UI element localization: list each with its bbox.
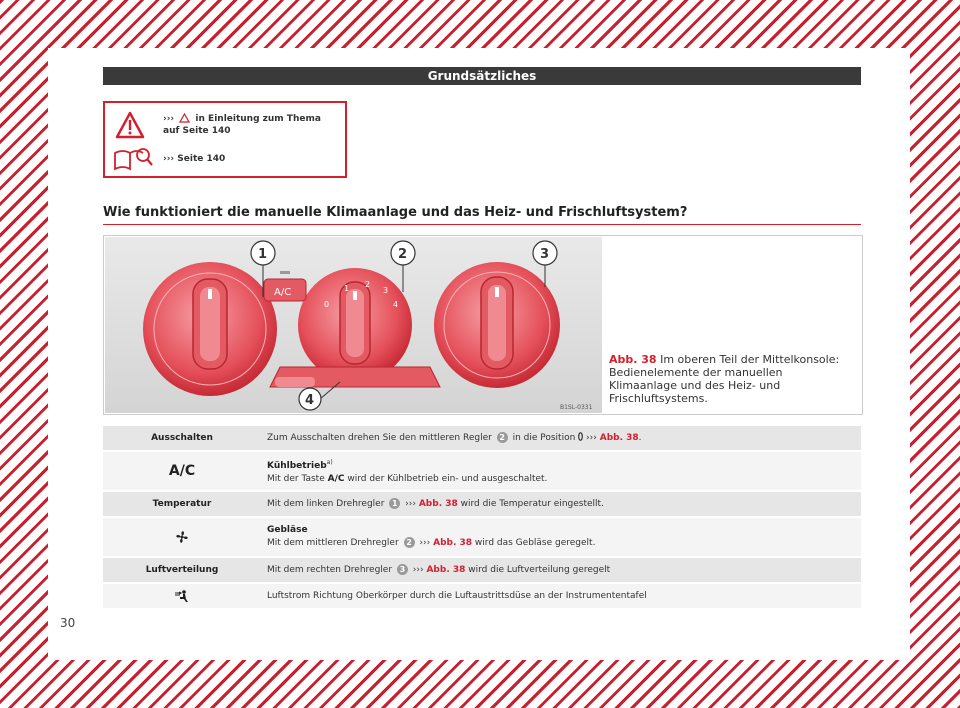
air-distribution-knob [434, 262, 560, 388]
climate-control-figure [105, 237, 602, 413]
callout-ref-badge: 3 [397, 564, 408, 575]
row-text-part: Mit der Taste [267, 474, 325, 484]
position-zero-icon [578, 432, 583, 441]
warning-reference-1 [163, 113, 339, 137]
row-label-icon [103, 518, 261, 556]
fan-knob [298, 268, 412, 382]
title-divider [103, 224, 861, 225]
row-text-part: Mit dem rechten Drehregler [267, 564, 393, 575]
figure-link[interactable]: Abb. 38 [599, 432, 639, 443]
row-title: Gebläse [267, 525, 308, 535]
callout-4-label: 4 [305, 393, 315, 408]
row-text [261, 452, 861, 490]
table-row [103, 518, 861, 558]
chevron-prefix: ››› [163, 114, 175, 124]
page-number: 30 [60, 616, 76, 630]
ac-key-label: A/C [327, 474, 345, 484]
figure-box [103, 235, 863, 415]
row-text-part: wird die Temperatur eingestellt. [460, 498, 604, 509]
table-row [103, 426, 861, 452]
warning-small-icon [179, 113, 190, 123]
row-text [261, 518, 861, 556]
fan-scale-2: 2 [365, 280, 371, 289]
page [48, 48, 910, 660]
row-text-part: Zum Ausschalten drehen Sie den mittleren Regler [267, 432, 492, 443]
row-text-part: ››› [586, 432, 597, 443]
row-text [261, 492, 861, 516]
row-label-icon [103, 452, 261, 490]
callout-ref-badge: 1 [389, 498, 400, 509]
row-text-part: Mit dem linken Drehregler [267, 498, 385, 509]
figure-link[interactable]: Abb. 38 [418, 498, 458, 509]
ac-icon: A/C [168, 463, 196, 479]
callout-2-label: 2 [398, 247, 408, 262]
upper-body-airflow-icon [174, 589, 190, 603]
row-text-part: wird die Luftverteilung geregelt [468, 564, 611, 575]
callout-1-label: 1 [258, 247, 268, 262]
temperature-knob [143, 262, 277, 396]
table-row [103, 558, 861, 584]
warning-reference-2-text[interactable]: Seite 140 [177, 154, 226, 164]
row-text-part: . [638, 432, 642, 443]
book-magnifier-icon [113, 145, 153, 171]
figure-caption [609, 353, 849, 405]
fan-scale-3: 3 [383, 286, 389, 295]
recirculation-slider [270, 367, 440, 387]
warning-box [103, 101, 347, 178]
row-text [261, 584, 861, 608]
row-text-part: in die Position [512, 432, 576, 443]
row-text-part: wird der Kühlbetrieb ein- und ausgeschaltet. [347, 474, 548, 484]
page-header: Grundsätzliches [103, 67, 861, 85]
section-title: Wie funktioniert die manuelle Klimaanlage und das Heiz- und Frischluftsystem? [103, 205, 688, 220]
row-text-part: ››› [419, 538, 431, 548]
fan-scale-4: 4 [393, 300, 399, 309]
ac-button-label: A/C [274, 287, 292, 298]
fan-scale-0: 0 [324, 300, 330, 309]
row-text-part: ››› [412, 564, 424, 575]
callout-ref-badge: 2 [404, 537, 415, 548]
warning-reference-1-text[interactable]: in Einleitung zum Thema auf Seite 140 [163, 114, 321, 136]
figure-link[interactable]: Abb. 38 [426, 564, 466, 575]
row-text-part: Luftstrom Richtung Oberkörper durch die Luftaustrittsdüse an der Instrumententafel [267, 590, 647, 601]
chevron-prefix: ››› [163, 154, 175, 164]
caption-text: Im oberen Teil der Mittelkonsole: Bedienelemente der manuellen Klimaanlage und des Heiz- und Frischluftsystems. [609, 353, 840, 405]
figure-link[interactable]: Abb. 38 [433, 538, 473, 548]
row-text [261, 558, 861, 582]
callout-3-label: 3 [540, 247, 550, 262]
row-label: Temperatur [152, 499, 212, 509]
callout-ref-badge: 2 [497, 432, 508, 443]
table-row [103, 452, 861, 492]
figure-code: B1SL-0331 [560, 404, 593, 411]
footnote-marker: a) [326, 459, 333, 466]
row-text [261, 426, 861, 450]
fan-scale-1: 1 [344, 284, 350, 293]
row-label-icon [103, 584, 261, 608]
fan-icon [175, 530, 189, 544]
row-text-part: Mit dem mittleren Drehregler [267, 538, 399, 548]
table-row [103, 584, 861, 610]
function-table [103, 426, 861, 610]
row-label: Ausschalten [151, 433, 213, 443]
row-label: Luftverteilung [145, 565, 219, 575]
row-title: Kühlbetrieb [267, 461, 327, 471]
warning-triangle-icon [115, 111, 145, 139]
warning-reference-2 [163, 154, 225, 164]
caption-label: Abb. 38 [609, 353, 657, 366]
row-text-part: ››› [405, 498, 416, 509]
table-row [103, 492, 861, 518]
row-text-part: wird das Gebläse geregelt. [474, 538, 596, 548]
